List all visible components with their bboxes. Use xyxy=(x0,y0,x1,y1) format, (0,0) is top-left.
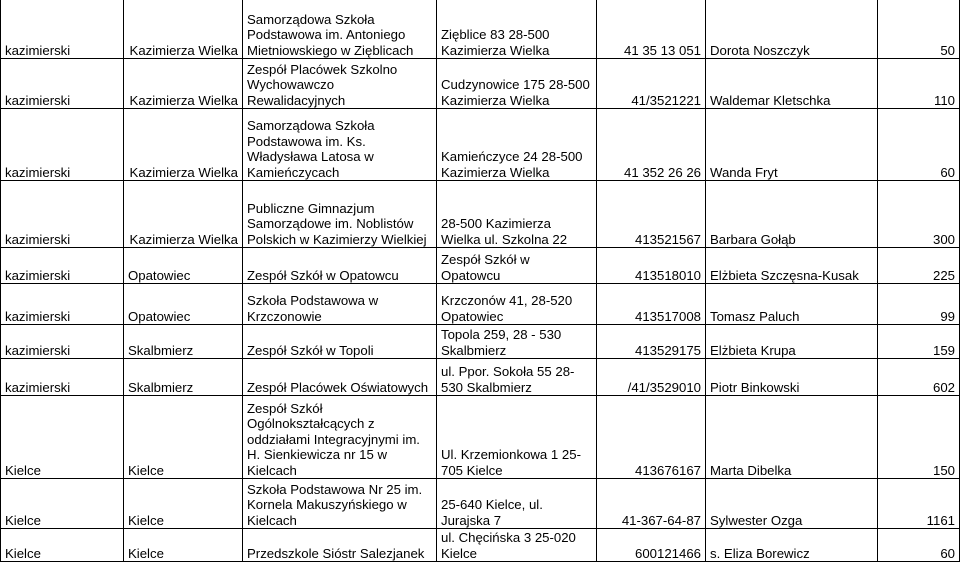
cell-gmina: Kazimierza Wielka xyxy=(124,0,243,59)
cell-school: Przedszkole Sióstr Salezjanek xyxy=(243,529,437,562)
cell-count: 602 xyxy=(878,359,960,396)
cell-director: Wanda Fryt xyxy=(706,109,878,181)
cell-school: Samorządowa Szkoła Podstawowa im. Ks. Władysława Latosa w Kamieńczycach xyxy=(243,109,437,181)
cell-powiat: Kielce xyxy=(1,396,124,479)
cell-gmina: Kazimierza Wielka xyxy=(124,59,243,109)
cell-count: 60 xyxy=(878,529,960,562)
table-row xyxy=(1,325,960,359)
cell-powiat: kazimierski xyxy=(1,248,124,284)
cell-address: Ul. Krzemionkowa 1 25-705 Kielce xyxy=(437,396,597,479)
cell-count: 300 xyxy=(878,181,960,248)
cell-school: Szkoła Podstawowa w Krzczonowie xyxy=(243,284,437,325)
cell-school: Zespół Szkół w Opatowcu xyxy=(243,248,437,284)
cell-phone: 41 352 26 26 xyxy=(597,109,706,181)
cell-address: Krzczonów 41, 28-520 Opatowiec xyxy=(437,284,597,325)
cell-gmina: Kazimierza Wielka xyxy=(124,109,243,181)
cell-phone: 413517008 xyxy=(597,284,706,325)
cell-gmina: Opatowiec xyxy=(124,284,243,325)
cell-school: Zespół Szkół Ogólnokształcących z oddziałami Integracyjnymi im. H. Sienkiewicza nr 15 w Kielcach xyxy=(243,396,437,479)
cell-director: Sylwester Ozga xyxy=(706,479,878,529)
cell-phone: 41 35 13 051 xyxy=(597,0,706,59)
cell-powiat: kazimierski xyxy=(1,109,124,181)
cell-school: Samorządowa Szkoła Podstawowa im. Antoniego Mietniowskiego w Zięblicach xyxy=(243,0,437,59)
cell-count: 1161 xyxy=(878,479,960,529)
cell-gmina: Kielce xyxy=(124,396,243,479)
cell-gmina: Opatowiec xyxy=(124,248,243,284)
cell-count: 60 xyxy=(878,109,960,181)
table-row xyxy=(1,284,960,325)
table-row xyxy=(1,396,960,479)
cell-powiat: kazimierski xyxy=(1,181,124,248)
cell-director: Elżbieta Krupa xyxy=(706,325,878,359)
cell-gmina: Kazimierza Wielka xyxy=(124,181,243,248)
cell-powiat: kazimierski xyxy=(1,325,124,359)
cell-count: 225 xyxy=(878,248,960,284)
table-row xyxy=(1,0,960,59)
cell-school: Publiczne Gimnazjum Samorządowe im. Noblistów Polskich w Kazimierzy Wielkiej xyxy=(243,181,437,248)
cell-school: Szkoła Podstawowa Nr 25 im. Kornela Makuszyńskiego w Kielcach xyxy=(243,479,437,529)
cell-count: 50 xyxy=(878,0,960,59)
cell-phone: 413529175 xyxy=(597,325,706,359)
cell-director: Dorota Noszczyk xyxy=(706,0,878,59)
cell-powiat: kazimierski xyxy=(1,284,124,325)
cell-director: Barbara Gołąb xyxy=(706,181,878,248)
cell-director: Tomasz Paluch xyxy=(706,284,878,325)
cell-gmina: Kielce xyxy=(124,529,243,562)
cell-address: Zięblice 83 28-500 Kazimierza Wielka xyxy=(437,0,597,59)
table-row xyxy=(1,59,960,109)
cell-address: Kamieńczyce 24 28-500 Kazimierza Wielka xyxy=(437,109,597,181)
cell-phone: 600121466 xyxy=(597,529,706,562)
cell-powiat: kazimierski xyxy=(1,0,124,59)
cell-address: 28-500 Kazimierza Wielka ul. Szkolna 22 xyxy=(437,181,597,248)
cell-powiat: kazimierski xyxy=(1,359,124,396)
table-row xyxy=(1,109,960,181)
cell-address: ul. Chęcińska 3 25-020 Kielce xyxy=(437,529,597,562)
cell-address: ul. Ppor. Sokoła 55 28-530 Skalbmierz xyxy=(437,359,597,396)
cell-powiat: Kielce xyxy=(1,479,124,529)
cell-address: Topola 259, 28 - 530 Skalbmierz xyxy=(437,325,597,359)
cell-phone: 41-367-64-87 xyxy=(597,479,706,529)
cell-director: Elżbieta Szczęsna-Kusak xyxy=(706,248,878,284)
cell-count: 159 xyxy=(878,325,960,359)
cell-address: 25-640 Kielce, ul. Jurajska 7 xyxy=(437,479,597,529)
cell-address: Zespół Szkół w Opatowcu xyxy=(437,248,597,284)
cell-director: s. Eliza Borewicz xyxy=(706,529,878,562)
table-row xyxy=(1,529,960,562)
cell-powiat: Kielce xyxy=(1,529,124,562)
cell-school: Zespół Szkół w Topoli xyxy=(243,325,437,359)
cell-phone: 413521567 xyxy=(597,181,706,248)
table-row xyxy=(1,181,960,248)
cell-gmina: Skalbmierz xyxy=(124,359,243,396)
cell-gmina: Skalbmierz xyxy=(124,325,243,359)
cell-count: 99 xyxy=(878,284,960,325)
cell-address: Cudzynowice 175 28-500 Kazimierza Wielka xyxy=(437,59,597,109)
cell-phone: 413676167 xyxy=(597,396,706,479)
cell-phone: 41/3521221 xyxy=(597,59,706,109)
table-row xyxy=(1,479,960,529)
cell-director: Marta Dibelka xyxy=(706,396,878,479)
cell-school: Zespół Placówek Szkolno Wychowawczo Rewalidacyjnych xyxy=(243,59,437,109)
cell-phone: 413518010 xyxy=(597,248,706,284)
cell-director: Piotr Binkowski xyxy=(706,359,878,396)
cell-school: Zespół Placówek Oświatowych xyxy=(243,359,437,396)
cell-gmina: Kielce xyxy=(124,479,243,529)
cell-powiat: kazimierski xyxy=(1,59,124,109)
cell-count: 150 xyxy=(878,396,960,479)
cell-director: Waldemar Kletschka xyxy=(706,59,878,109)
table-row xyxy=(1,359,960,396)
table-row xyxy=(1,248,960,284)
cell-phone: /41/3529010 xyxy=(597,359,706,396)
cell-count: 110 xyxy=(878,59,960,109)
